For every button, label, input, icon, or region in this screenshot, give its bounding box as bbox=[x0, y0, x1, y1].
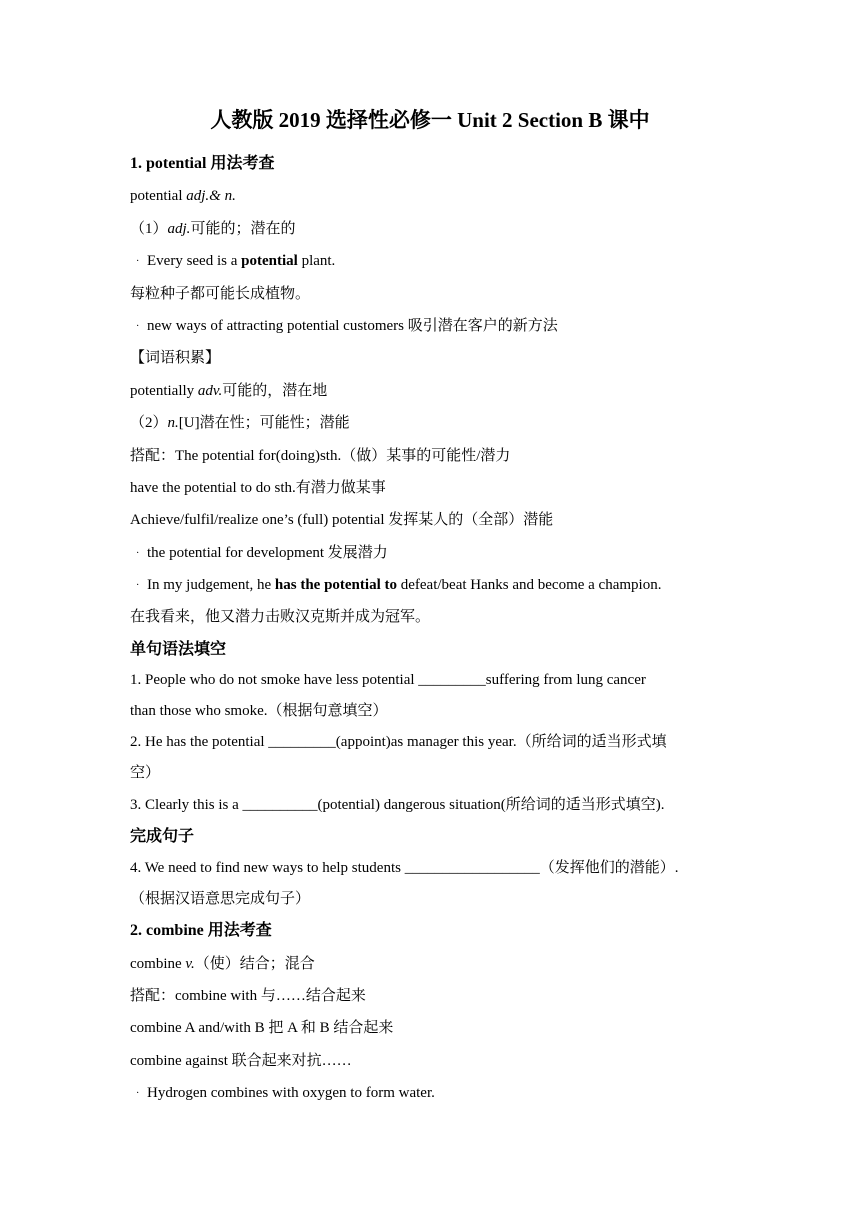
definition: combine v.（使）结合；混合 bbox=[130, 955, 315, 972]
document-body bbox=[130, 148, 742, 1110]
vocab-label: 【词语积累】 bbox=[130, 350, 221, 367]
bullet-icon: · bbox=[136, 256, 140, 268]
collocation: have the potential to do sth.有潜力做某事 bbox=[130, 479, 386, 496]
collocation: 搭配：combine with 与……结合起来 bbox=[130, 987, 366, 1004]
question-4-cont: （根据汉语意思完成句子） bbox=[130, 890, 311, 907]
sense-2 bbox=[130, 407, 742, 439]
highlighted-word: potential bbox=[241, 253, 298, 270]
headword: potential bbox=[130, 188, 187, 205]
example-translation: 在我看来，他又潜力击败汉克斯并成为冠军。 bbox=[130, 609, 431, 626]
collocation: Achieve/fulfil/realize one’s (full) potential 发挥某人的（全部）潜能 bbox=[130, 512, 554, 529]
page-title: 人教版 2019 选择性必修一 Unit 2 Section B 课中 bbox=[210, 108, 650, 132]
question-2-cont: 空） bbox=[130, 764, 161, 781]
question-1: 1. People who do not smoke have less potential _________suffering from lung cancer bbox=[130, 672, 646, 689]
bullet-icon: · bbox=[136, 320, 140, 332]
example-sentence: · new ways of attracting potential customers 吸引潜在客户的新方法 bbox=[130, 310, 742, 342]
derived-word: potentially adv.可能的，潜在地 bbox=[130, 382, 328, 399]
headword: combine bbox=[130, 955, 186, 972]
question-2: 2. He has the potential _________(appoint)as manager this year.（所给词的适当形式填 bbox=[130, 733, 667, 750]
part-of-speech: n. bbox=[167, 415, 179, 432]
sense-number: （2） bbox=[130, 415, 168, 432]
part-of-speech: adv. bbox=[197, 382, 223, 399]
example-sentence: · the potential for development 发展潜力 bbox=[130, 537, 742, 569]
exercise-heading-fill: 单句语法填空 bbox=[130, 640, 227, 658]
pos-line bbox=[130, 180, 742, 212]
question-3: 3. Clearly this is a __________(potential) dangerous situation(所给词的适当形式填空). bbox=[130, 797, 665, 814]
example-sentence: · Every seed is a potential plant. bbox=[130, 245, 742, 277]
question-1-cont: than those who smoke.（根据句意填空） bbox=[130, 703, 388, 720]
part-of-speech: adj.& n. bbox=[186, 188, 236, 205]
bullet-icon: · bbox=[136, 1088, 140, 1100]
section-heading-combine: 2. combine 用法考查 bbox=[130, 922, 272, 940]
section-heading-potential: 1. potential 用法考查 bbox=[130, 155, 275, 172]
sense-1 bbox=[130, 213, 742, 245]
part-of-speech: adj. bbox=[167, 220, 191, 237]
exercise-heading-complete: 完成句子 bbox=[130, 828, 195, 846]
question-4: 4. We need to find new ways to help students __________________（发挥他们的潜能）. bbox=[130, 859, 679, 876]
bullet-icon: · bbox=[136, 580, 140, 592]
example-sentence: · Hydrogen combines with oxygen to form water. bbox=[130, 1077, 742, 1109]
sense-meaning: 可能的；潜在的 bbox=[190, 220, 296, 237]
sense-number: （1） bbox=[130, 220, 168, 237]
example-translation: 每粒种子都可能长成植物。 bbox=[130, 285, 311, 302]
bullet-icon: · bbox=[136, 547, 140, 559]
collocation: 搭配：The potential for(doing)sth.（做）某事的可能性/潜力 bbox=[130, 447, 511, 464]
collocation: combine against 联合起来对抗…… bbox=[130, 1052, 352, 1069]
example-sentence: · In my judgement, he has the potential to defeat/beat Hanks and become a champion. bbox=[130, 569, 742, 601]
sense-meaning: [U]潜在性；可能性；潜能 bbox=[178, 415, 350, 432]
collocation: combine A and/with B 把 A 和 B 结合起来 bbox=[130, 1020, 394, 1037]
part-of-speech: v. bbox=[185, 955, 195, 972]
highlighted-phrase: has the potential to bbox=[274, 577, 397, 594]
